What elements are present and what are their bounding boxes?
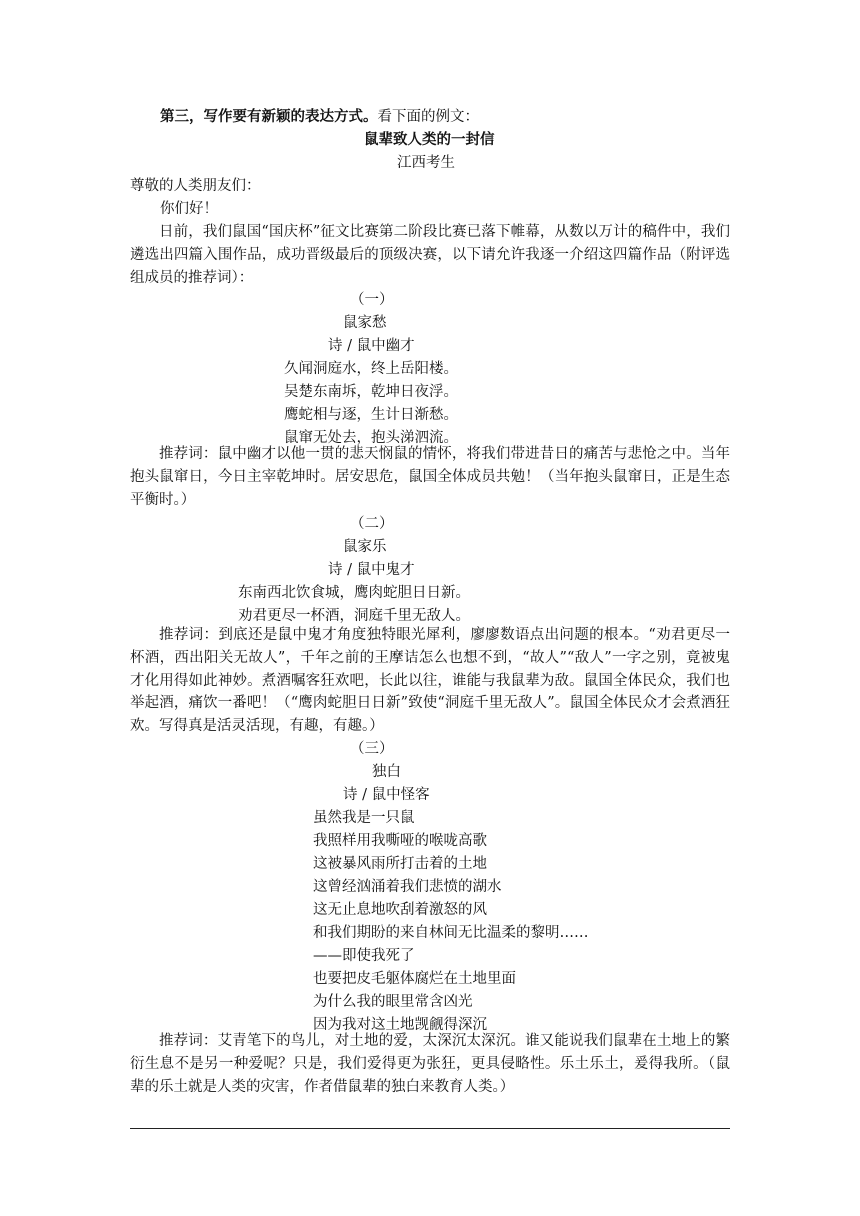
poem-2-line: 东南西北饮食城，鹰肉蛇胆日日新。 bbox=[238, 585, 470, 601]
article-author: 江西考生 bbox=[397, 155, 455, 171]
salutation: 尊敬的人类朋友们： bbox=[130, 178, 261, 194]
poem-3-comment: 推荐词：艾青笔下的鸟儿，对土地的爱，太深沉太深沉。谁又能说我们鼠辈在土地上的繁衍生息不是另一种爱呢？只是，我们爱得更为张狂，更具侵略性。乐土乐土，爰得我所。（鼠辈的乐土就是人类的灾害，作者借鼠辈的独白来教育人类。） bbox=[130, 1033, 730, 1095]
poem-1-comment: 推荐词：鼠中幽才以他一贯的悲天悯鼠的情怀，将我们带进昔日的痛苦与悲怆之中。当年抱头鼠窜日，今日主宰乾坤时。居安思危，鼠国全体成员共勉！（当年抱头鼠窜日，正是生态平衡时。） bbox=[130, 446, 730, 508]
poem-3-line: 这无止息地吹刮着激怒的风 bbox=[313, 902, 487, 918]
poem-1-line: 久闻洞庭水，终上岳阳楼。 bbox=[284, 361, 458, 377]
poem-1-byline: 诗 / 鼠中幽才 bbox=[328, 338, 415, 354]
greeting: 你们好！ bbox=[160, 201, 218, 217]
poem-2-comment: 推荐词：到底还是鼠中鬼才角度独特眼光犀利，廖廖数语点出问题的根本。“劝君更尽一杯酒，西出阳关无故人”，千年之前的王摩诘怎么也想不到，“故人”“敌人”一字之别，竟被鬼才化用得如此神妙。煮酒嘱客狂欢吧，长此以往，谁能与我鼠辈为敌。鼠国全体民众，我们也举起酒，痛饮一番吧！（“鹰肉蛇胆日日新”致使“洞庭千里无敌人”。鼠国全体民众才会煮酒狂欢。写得真是活灵活现，有趣，有趣。） bbox=[130, 627, 730, 735]
poem-1-line: 鹰蛇相与逐，生计日渐愁。 bbox=[284, 407, 458, 423]
footer-divider bbox=[130, 1128, 730, 1129]
poem-3-line: 这被暴风雨所打击着的土地 bbox=[313, 856, 487, 872]
poem-3-title: 独白 bbox=[372, 764, 401, 780]
intro-line bbox=[160, 106, 479, 128]
poem-1-line: 吴楚东南坼，乾坤日夜浮。 bbox=[284, 384, 458, 400]
poem-2-title: 鼠家乐 bbox=[343, 539, 387, 555]
poem-2-index: （二） bbox=[350, 516, 394, 532]
intro-lead: 第三，写作要有新颖的表达方式。 bbox=[160, 108, 378, 125]
poem-3-byline: 诗 / 鼠中怪客 bbox=[343, 787, 430, 803]
poem-3-line: 为什么我的眼里常含凶光 bbox=[313, 994, 473, 1010]
poem-3-line: 和我们期盼的来自林间无比温柔的黎明…… bbox=[313, 925, 589, 941]
poem-1-line: 鼠窜无处去，抱头涕泗流。 bbox=[284, 430, 458, 446]
poem-3-line: 虽然我是一只鼠 bbox=[313, 810, 415, 826]
poem-3-index: （三） bbox=[350, 741, 394, 757]
opening-paragraph: 日前，我们鼠国“国庆杯”征文比赛第二阶段比赛已落下帷幕，从数以万计的稿件中，我们遴选出四篇入围作品，成功晋级最后的顶级决赛，以下请允许我逐一介绍这四篇作品（附评选组成员的推荐词）： bbox=[130, 224, 730, 286]
poem-3-line: 我照样用我嘶哑的喉咙高歌 bbox=[313, 833, 487, 849]
poem-2-line: 劝君更尽一杯酒，洞庭千里无敌人。 bbox=[238, 608, 470, 624]
intro-rest: 看下面的例文： bbox=[377, 109, 479, 125]
poem-1-index: （一） bbox=[350, 292, 394, 308]
article-title: 鼠辈致人类的一封信 bbox=[364, 131, 495, 148]
poem-3-line: 这曾经汹涌着我们悲愤的湖水 bbox=[313, 879, 502, 895]
poem-3-line: 因为我对这土地觊觎得深沉 bbox=[313, 1017, 487, 1033]
poem-2-byline: 诗 / 鼠中鬼才 bbox=[328, 562, 415, 578]
poem-3-line: ——即使我死了 bbox=[313, 948, 415, 964]
poem-3-line: 也要把皮毛躯体腐烂在土地里面 bbox=[313, 971, 516, 987]
poem-1-title: 鼠家愁 bbox=[343, 315, 387, 331]
